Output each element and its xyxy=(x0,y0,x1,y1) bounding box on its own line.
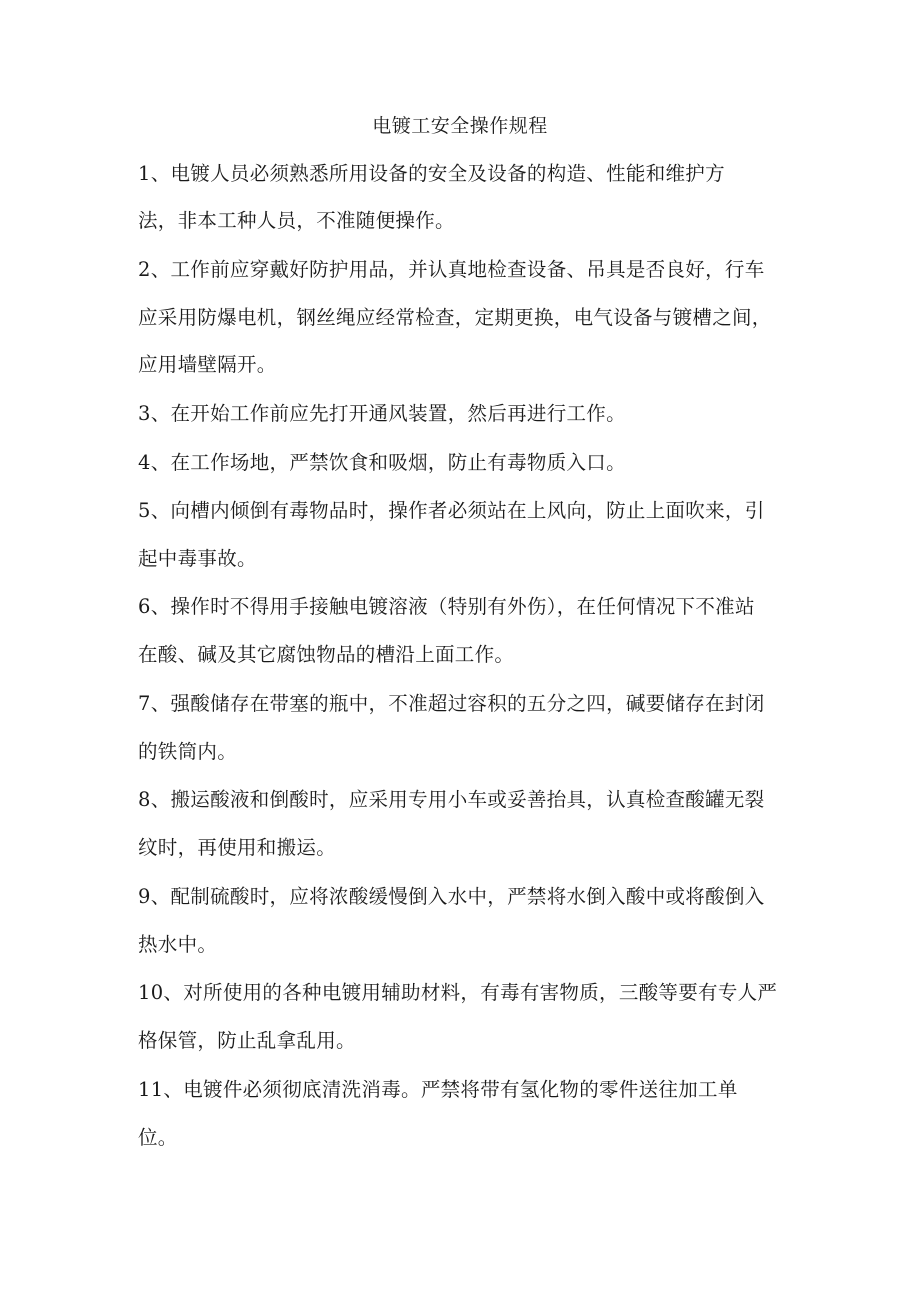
paragraph-line: 1、电镀人员必须熟悉所用设备的安全及设备的构造、性能和维护方 xyxy=(138,162,725,185)
paragraph-line: 在酸、碱及其它腐蚀物品的槽沿上面工作。 xyxy=(138,643,515,666)
paragraph-line: 4、在工作场地，严禁饮食和吸烟，防止有毒物质入口。 xyxy=(138,451,626,474)
paragraph-line: 9、配制硫酸时，应将浓酸缓慢倒入水中，严禁将水倒入酸中或将酸倒入 xyxy=(138,885,765,908)
paragraph-line: 位。 xyxy=(138,1126,178,1149)
paragraph-line: 11、电镀件必须彻底清洗消毒。严禁将带有氢化物的零件送往加工单 xyxy=(138,1078,738,1101)
paragraph-line: 格保管，防止乱拿乱用。 xyxy=(138,1029,356,1052)
document-title: 电镀工安全操作规程 xyxy=(372,115,548,137)
paragraph-line: 3、在开始工作前应先打开通风装置，然后再进行工作。 xyxy=(138,402,626,425)
paragraph-line: 8、搬运酸液和倒酸时，应采用专用小车或妥善抬具，认真检查酸罐无裂 xyxy=(138,788,765,811)
paragraph-line: 10、对所使用的各种电镀用辅助材料，有毒有害物质，三酸等要有专人严 xyxy=(138,981,778,1004)
paragraph-line: 应用墙壁隔开。 xyxy=(138,353,277,376)
paragraph-line: 6、操作时不得用手接触电镀溶液（特别有外伤），在任何情况下不准站 xyxy=(138,595,755,618)
paragraph-line: 法，非本工种人员，不准随便操作。 xyxy=(138,209,455,232)
paragraph-line: 的铁筒内。 xyxy=(138,740,238,763)
paragraph-line: 2、工作前应穿戴好防护用品，并认真地检查设备、吊具是否良好，行车 xyxy=(138,258,765,281)
paragraph-line: 应采用防爆电机，钢丝绳应经常检查，定期更换，电气设备与镀槽之间， xyxy=(138,306,772,329)
paragraph-line: 热水中。 xyxy=(138,933,218,956)
paragraph-line: 纹时，再使用和搬运。 xyxy=(138,836,337,859)
paragraph-line: 7、强酸储存在带塞的瓶中，不准超过容积的五分之四，碱要储存在封闭 xyxy=(138,692,765,715)
paragraph-line: 5、向槽内倾倒有毒物品时，操作者必须站在上风向，防止上面吹来，引 xyxy=(138,499,765,522)
paragraph-line: 起中毒事故。 xyxy=(138,547,257,570)
